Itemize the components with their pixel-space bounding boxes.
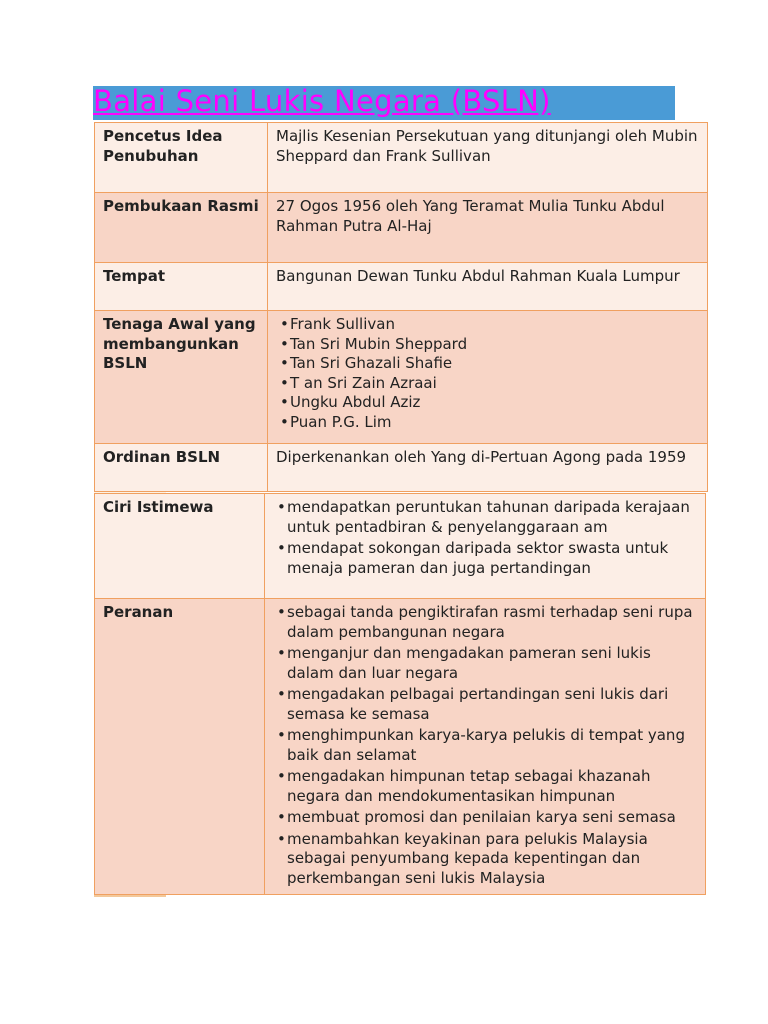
row-value: Diperkenankan oleh Yang di-Pertuan Agong pada 1959 (268, 444, 708, 492)
features-list (273, 498, 697, 578)
table-row (95, 311, 708, 444)
row-value (268, 311, 708, 444)
row-value: 27 Ogos 1956 oleh Yang Teramat Mulia Tunku Abdul Rahman Putra Al-Haj (268, 193, 708, 263)
row-label: Ciri Istimewa (95, 494, 265, 599)
roles-list (273, 603, 697, 888)
list-item: • Frank Sullivan (276, 315, 699, 335)
list-item: • mengadakan himpunan tetap sebagai khazanah negara dan mendokumentasikan himpunan (273, 767, 697, 806)
list-item: • Puan P.G. Lim (276, 413, 699, 433)
row-label: Pembukaan Rasmi (95, 193, 268, 263)
info-table (94, 122, 708, 492)
founders-list (276, 315, 699, 432)
list-item: • mengadakan pelbagai pertandingan seni lukis dari semasa ke semasa (273, 685, 697, 724)
table-row (95, 193, 708, 263)
row-value: Majlis Kesenian Persekutuan yang ditunjangi oleh Mubin Sheppard dan Frank Sullivan (268, 123, 708, 193)
list-item: • Tan Sri Mubin Sheppard (276, 335, 699, 355)
list-item: • menambahkan keyakinan para pelukis Malaysia sebagai penyumbang kepada kepentingan dan perkembangan seni lukis Malaysia (273, 830, 697, 889)
list-item: • T an Sri Zain Azraai (276, 374, 699, 394)
list-item: • Tan Sri Ghazali Shafie (276, 354, 699, 374)
row-label: Peranan (95, 599, 265, 895)
row-value (265, 599, 706, 895)
row-label: Pencetus Idea Penubuhan (95, 123, 268, 193)
table-row (95, 494, 706, 599)
list-item: • Ungku Abdul Aziz (276, 393, 699, 413)
row-value (265, 494, 706, 599)
table-row (95, 444, 708, 492)
row-label: Tenaga Awal yang membangunkan BSLN (95, 311, 268, 444)
list-item: • mendapat sokongan daripada sektor swasta untuk menaja pameran dan juga pertandingan (273, 539, 697, 578)
page-title: Balai Seni Lukis Negara (BSLN) (93, 84, 551, 118)
list-item: • membuat promosi dan penilaian karya seni semasa (273, 808, 697, 828)
table-row (95, 123, 708, 193)
list-item: • menghimpunkan karya-karya pelukis di tempat yang baik dan selamat (273, 726, 697, 765)
row-label: Tempat (95, 263, 268, 311)
list-item: • menganjur dan mengadakan pameran seni lukis dalam dan luar negara (273, 644, 697, 683)
list-item: • sebagai tanda pengiktirafan rasmi terhadap seni rupa dalam pembangunan negara (273, 603, 697, 642)
list-item: • mendapatkan peruntukan tahunan daripada kerajaan untuk pentadbiran & penyelanggaraan am (273, 498, 697, 537)
row-value: Bangunan Dewan Tunku Abdul Rahman Kuala Lumpur (268, 263, 708, 311)
table-row (95, 599, 706, 895)
table-row (95, 263, 708, 311)
features-table (94, 493, 706, 895)
row-label: Ordinan BSLN (95, 444, 268, 492)
